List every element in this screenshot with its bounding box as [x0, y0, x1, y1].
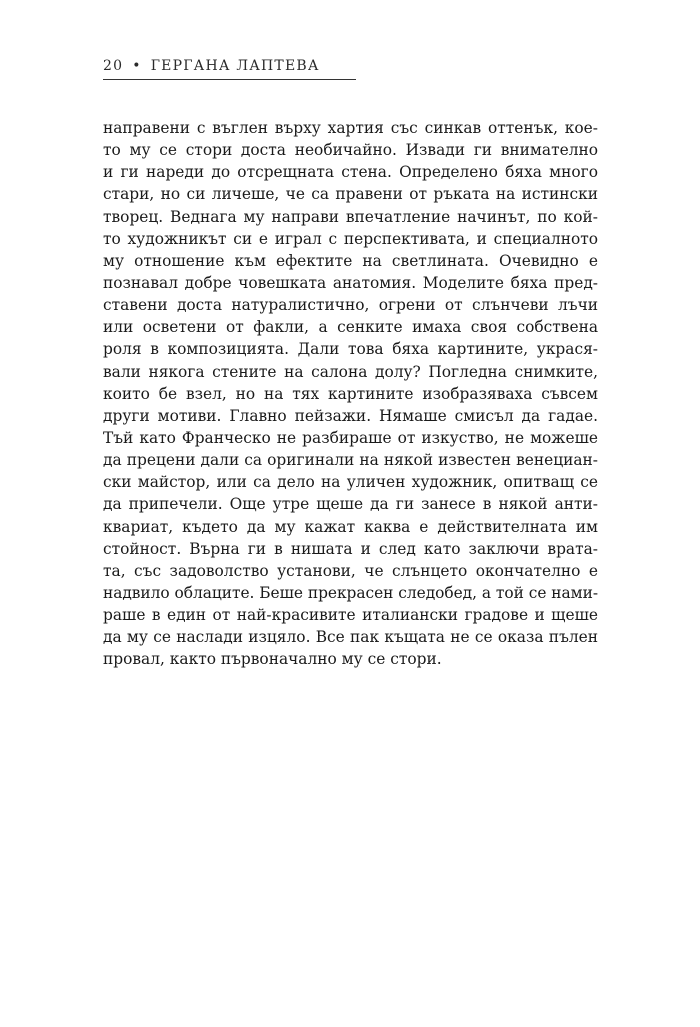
author-name: ГЕРГАНА ЛАПТЕВА	[150, 58, 320, 74]
text-line: да припечели. Още утре щеше да ги занесе в някой анти-	[103, 495, 598, 514]
text-line: му отношение към ефектите на светлината. Очевидно е	[103, 251, 598, 270]
text-line: та, със задоволство установи, че слънцето окончателно е	[103, 561, 598, 580]
text-line: които бе взел, но на тях картините изобразяваха съвсем	[103, 384, 598, 403]
text-line: раше в един от най-красивите италиански градове и щеше	[103, 606, 598, 625]
text-line: Тъй като Франческо не разбираше от изкуство, не можеше	[103, 428, 598, 447]
text-line: творец. Веднага му направи впечатление начинът, по кой-	[103, 207, 598, 226]
text-line: ски майстор, или са дело на уличен художник, опитващ се	[103, 473, 598, 492]
text-line: то му се стори доста необичайно. Извади ги внимателно	[103, 141, 598, 160]
text-line: и ги нареди до отсрещната стена. Определено бяха много	[103, 163, 598, 182]
text-line: да му се наслади изцяло. Все пак къщата не се оказа пълен	[103, 628, 598, 647]
text-line: направени с въглен върху хартия със синкав оттенък, кое-	[103, 119, 598, 137]
text-line: вали някога стените на салона долу? Погледна снимките,	[103, 362, 598, 381]
text-line: квариат, където да му кажат каква е действителната им	[103, 517, 598, 536]
text-line: или осветени от факли, а сенките имаха своя собствена	[103, 318, 598, 337]
text-line: да прецени дали са оригинали на някой известен венециан-	[103, 451, 598, 470]
text-line: то художникът си е играл с перспективата, и специалното	[103, 229, 598, 248]
text-line: стойност. Върна ги в нишата и след като заключи врата-	[103, 539, 598, 558]
text-line: ставени доста натуралистично, огрени от слънчеви лъчи	[103, 296, 598, 315]
text-line: роля в композицията. Дали това бяха картините, украся-	[103, 340, 598, 359]
text-line: надвило облаците. Беше прекрасен следобед, а той се нами-	[103, 583, 598, 602]
running-head	[103, 58, 320, 74]
text-line: провал, както първоначално му се стори.	[103, 650, 442, 669]
text-line: познавал добре човешката анатомия. Моделите бяха пред-	[103, 273, 598, 292]
header-separator: •	[132, 58, 142, 74]
body-text	[103, 117, 598, 671]
page-number: 20	[103, 58, 124, 74]
text-line: стари, но си личеше, че са правени от ръката на истински	[103, 185, 598, 204]
text-line: други мотиви. Главно пейзажи. Нямаше смисъл да гадае.	[103, 406, 598, 425]
header-rule	[103, 79, 356, 80]
